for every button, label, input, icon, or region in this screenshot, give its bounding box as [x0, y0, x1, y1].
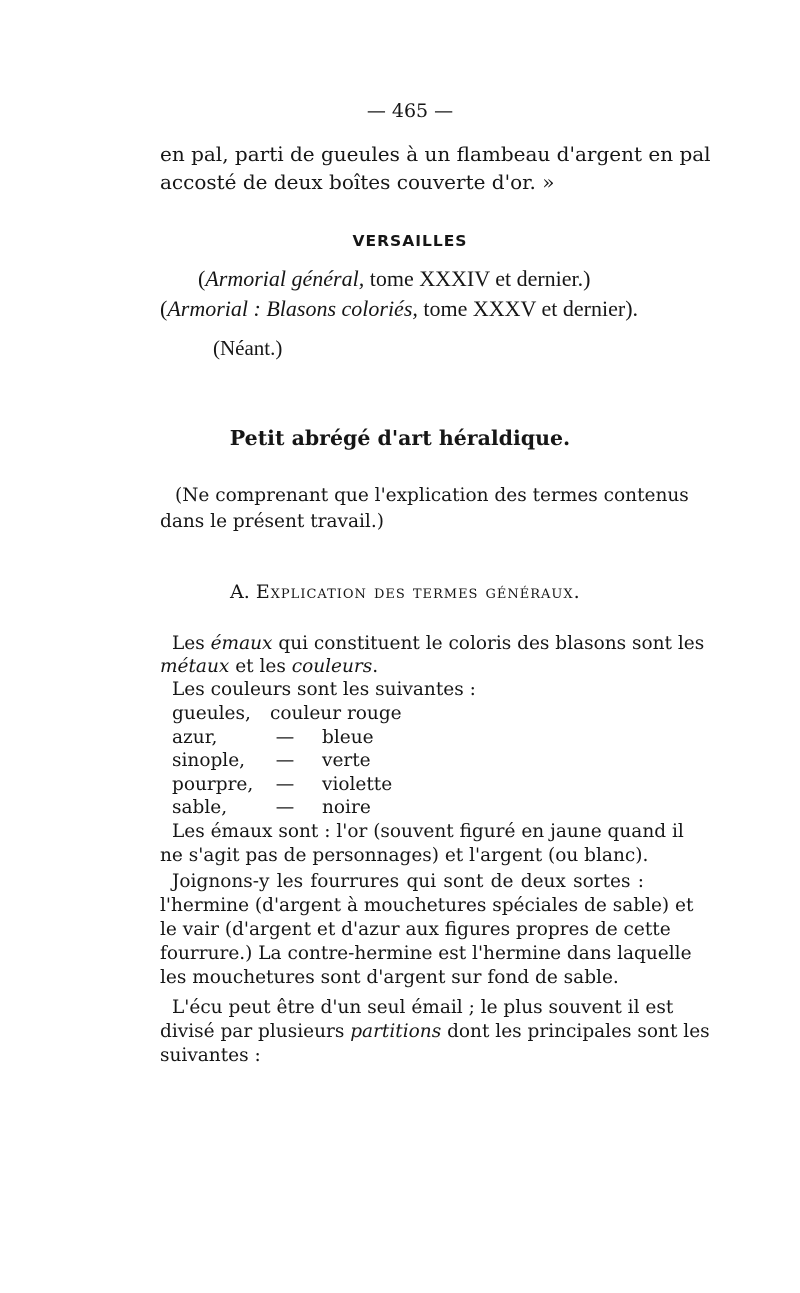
reference-line-1: (Armorial général, tome XXXIV et dernier.) [198, 266, 591, 291]
para4-line-2: divisé par plusieurs partitions dont les principales sont les [160, 1021, 710, 1042]
subsection-heading [230, 581, 581, 603]
note-line-1: (Ne comprenant que l'explication des termes contenus [175, 485, 689, 506]
para1-line-1: Les émaux qui constituent le coloris des blasons sont les [172, 633, 705, 654]
color-row: azur, — bleue [172, 726, 374, 748]
para2-line-2: ne s'agit pas de personnages) et l'argent (ou blanc). [160, 845, 649, 866]
color-row: pourpre, — violette [172, 773, 393, 795]
para3-line-5: les mouchetures sont d'argent sur fond de sable. [160, 967, 619, 988]
reference-line-2: (Armorial : Blasons coloriés, tome XXXV et dernier). [160, 296, 639, 321]
intro-line-1: en pal, parti de gueules à un flambeau d'argent en pal [160, 142, 711, 166]
color-row: gueules, couleur rouge [172, 703, 402, 724]
para1-line-3: Les couleurs sont les suivantes : [172, 679, 476, 700]
page-number: — 465 — [366, 100, 454, 122]
para3-line-1: Joignons-y les fourrures qui sont de deux sortes : [172, 871, 644, 892]
subsection-title: Explication des termes généraux. [255, 581, 581, 603]
chapter-heading: Petit abrégé d'art héraldique. [229, 426, 571, 450]
para1-line-2: métaux et les couleurs. [160, 656, 379, 677]
para4-line-3: suivantes : [160, 1045, 261, 1066]
para4-line-1: L'écu peut être d'un seul émail ; le plus souvent il est [172, 997, 674, 1018]
section-title: VERSAILLES [352, 232, 468, 250]
empty-note: (Néant.) [213, 336, 283, 360]
para3-line-2: l'hermine (d'argent à mouchetures spéciales de sable) et [160, 895, 694, 916]
note-line-2: dans le présent travail.) [160, 511, 384, 532]
para2-line-1: Les émaux sont : l'or (souvent figuré en jaune quand il [172, 821, 684, 842]
subsection-letter: A. [230, 581, 250, 603]
color-row: sable, — noire [172, 797, 371, 818]
intro-line-2: accosté de deux boîtes couverte d'or. » [160, 170, 555, 194]
colors-table [172, 702, 402, 820]
color-row: sinople, — verte [172, 750, 371, 771]
para3-line-4: fourrure.) La contre-hermine est l'hermine dans laquelle [160, 943, 692, 964]
para3-line-3: le vair (d'argent et d'azur aux figures propres de cette [160, 919, 671, 940]
